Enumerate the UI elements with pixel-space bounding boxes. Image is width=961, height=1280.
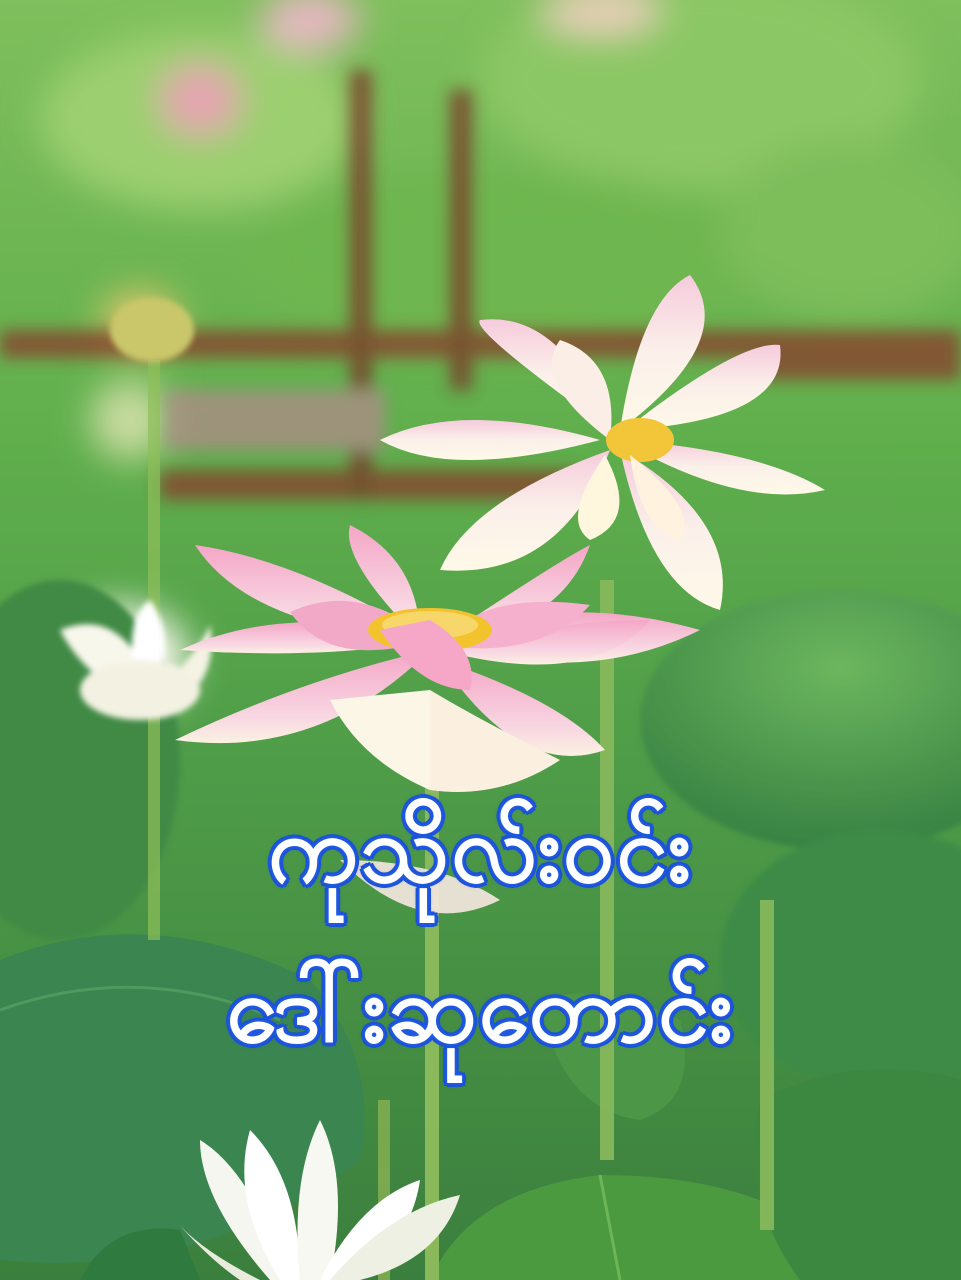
greeting-line-1: ကုသိုလ်းဝင်း [268, 796, 693, 903]
greeting-line-2: ဒေါ်းဆုတောင်း [226, 956, 735, 1063]
